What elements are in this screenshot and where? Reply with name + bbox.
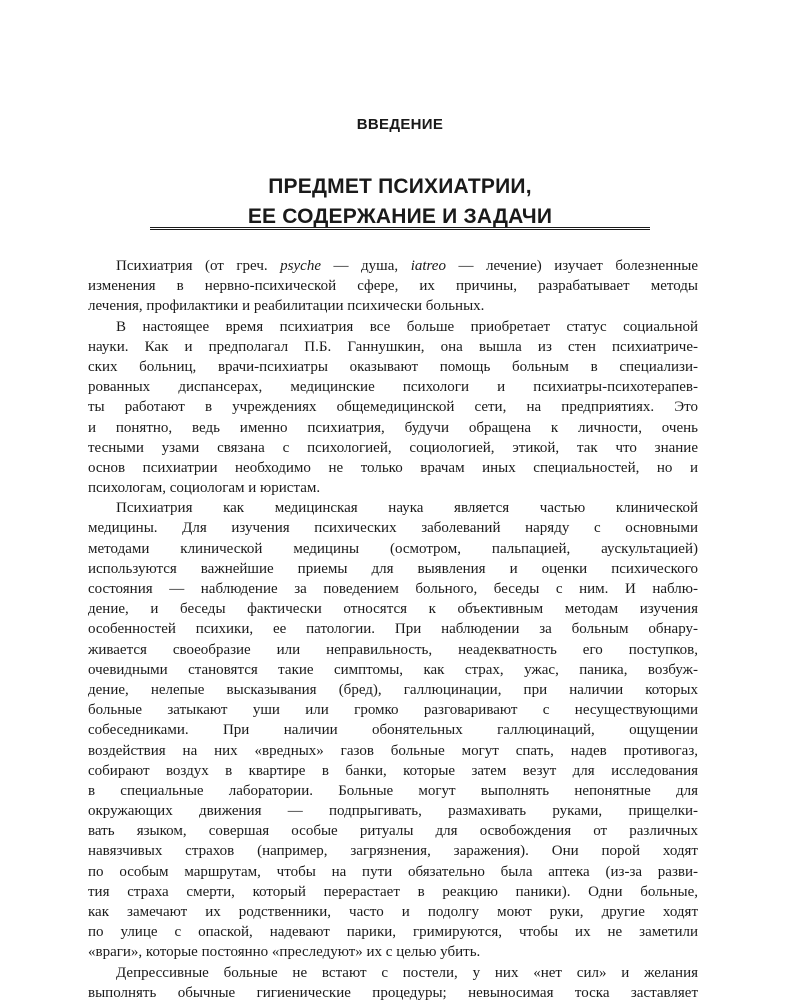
- text-line: Психиатрия как медицинская наука является частью клинической: [116, 500, 698, 517]
- text-line: больные затыкают уши или громко разговаривают с несуществующими: [88, 702, 698, 719]
- text-line: психологам, социологам и юристам.: [88, 480, 321, 497]
- text-line: науки. Как и предполагал П.Б. Ганнушкин, она вышла из стен психиатриче-: [88, 338, 698, 355]
- text-line: навязчивых страхов (например, загрязнения, заражения). Они порой ходят: [88, 843, 698, 860]
- title-underline: [150, 227, 650, 231]
- text-line: состояния — наблюдение за поведением больного, беседы с ним. И наблю-: [88, 581, 698, 597]
- text-line: вать языком, совершая особые ритуалы для освобождения от различных: [88, 823, 698, 840]
- section-label: ВВЕДЕНИЕ: [356, 116, 444, 133]
- text-line: в специальные лаборатории. Больные могут выполнять непонятные для: [88, 782, 698, 799]
- text-line: очевидными становятся такие симптомы, как страх, ужас, паника, возбуж-: [88, 661, 698, 678]
- italic-term: psyche: [280, 258, 321, 274]
- text-line: выполнять обычные гигиенические процедуры; невыносимая тоска заставляет: [88, 984, 698, 1001]
- text-line: воздействия на них «вредных» газов больные могут спать, надев противогаз,: [88, 742, 698, 759]
- body-text: [88, 256, 698, 1003]
- chapter-title: [150, 172, 650, 232]
- text-line: особенностей психики, ее патологии. При наблюдении за больным обнару-: [88, 621, 698, 638]
- text-line: тесными узами связана с психологией, социологией, этикой, так что знание: [88, 439, 698, 456]
- text-line: лечения, профилактики и реабилитации психически больных.: [88, 298, 485, 315]
- text-run: — лечение) изучает болезненные: [445, 258, 698, 274]
- text-line: «враги», которые постоянно «преследуют» их с целью убить.: [88, 944, 481, 961]
- italic-term: iatreo: [410, 258, 446, 274]
- text-line: дение, и беседы фактически относятся к объективным методам изучения: [88, 601, 698, 618]
- text-line: дение, нелепые высказывания (бред), галлюцинации, при наличии которых: [88, 681, 698, 698]
- text-line: В настоящее время психиатрия все больше приобретает статус социальной: [116, 318, 698, 335]
- text-line: окружающих движения — подпрыгивать, размахивать руками, прищелки-: [88, 803, 698, 820]
- chapter-title-line-1: ПРЕДМЕТ ПСИХИАТРИИ,: [268, 175, 532, 198]
- text-line: по особым маршрутам, чтобы на пути обязательно была аптека (из-за разви-: [88, 863, 698, 880]
- paragraph-1: [88, 256, 698, 317]
- text-line: методами клинической медицины (осмотром, пальпацией, аускультацией): [88, 540, 698, 557]
- text-line: рованных диспансерах, медицинские психологи и психиатры-психотерапев-: [88, 379, 698, 396]
- text-line: ских больниц, врачи-психиатры оказывают помощь больным в специализи-: [88, 358, 698, 375]
- text-line: основ психиатрии необходимо не только врачам иных специальностей, но и: [88, 459, 698, 476]
- text-line: ты работают в учреждениях общемедицинской сети, на предприятиях. Это: [88, 399, 698, 416]
- paragraph-3: [88, 498, 698, 962]
- paragraph-4: [88, 963, 698, 1003]
- text-run: Психиатрия (от греч.: [116, 258, 281, 274]
- text-line: живается своеобразие или неправильность, неадекватность его поступков,: [88, 641, 698, 658]
- text-line: по улице с опаской, надевают парики, гримируются, чтобы их не заметили: [88, 924, 698, 941]
- text-line: медицины. Для изучения психических заболеваний наряду с основными: [88, 520, 698, 537]
- text-line: тия страха смерти, который перерастает в реакцию паники). Одни больные,: [88, 883, 698, 900]
- text-line: [88, 256, 698, 276]
- paragraph-2: [88, 317, 698, 499]
- text-line: как замечают их родственники, часто и подолгу моют руки, другие ходят: [88, 904, 698, 920]
- text-line: собирают воздух в квартире в банки, которые затем везут для исследования: [88, 762, 698, 779]
- text-line: и понятно, ведь именно психиатрия, будучи обращена к личности, очень: [88, 419, 698, 436]
- text-line: собеседниками. При наличии обонятельных галлюцинаций, ощущении: [88, 722, 698, 739]
- text-run: — душа,: [320, 258, 411, 274]
- chapter-title-line-2: ЕЕ СОДЕРЖАНИЕ И ЗАДАЧИ: [247, 205, 553, 228]
- text-line: используются важнейшие приемы для выявления и оценки психического: [88, 560, 698, 577]
- text-line: Депрессивные больные не встают с постели, у них «нет сил» и желания: [116, 964, 698, 981]
- text-line: изменения в нервно-психической сфере, их причины, разрабатывает методы: [88, 278, 698, 295]
